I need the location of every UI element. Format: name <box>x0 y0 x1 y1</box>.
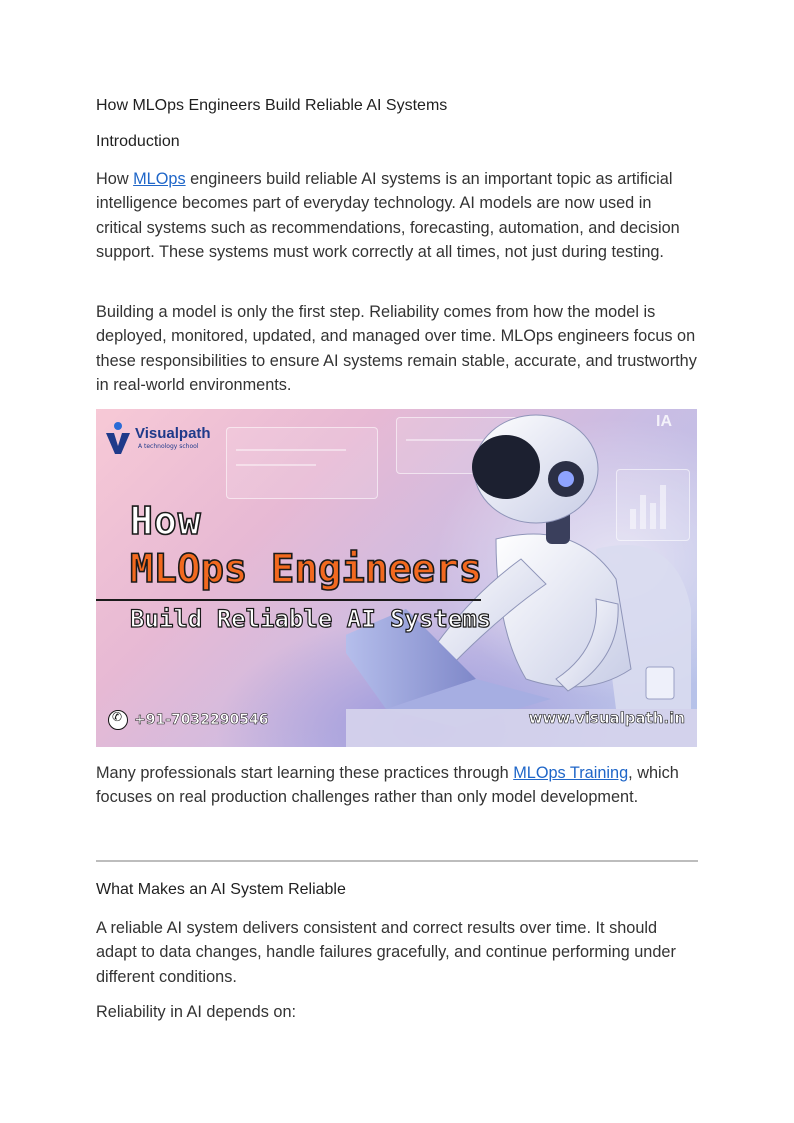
intro-paragraph-2: Building a model is only the first step. Reliability comes from how the model is deployed, monitored, updated, and managed over time. MLOps engineers focus on these responsibilities to ensure AI systems remain stable, accurate, and trustworthy in real-world environments. <box>96 303 697 394</box>
logo-name: Visualpath <box>135 425 211 442</box>
intro-p1-rest: engineers build reliable AI systems is an important topic as artificial intelligence becomes part of everyday technology. AI models are now used in critical systems such as recommendations, forecasting, automation, and decision support. These systems must work correctly at all times, not just during testing. <box>96 170 680 261</box>
banner-line-mlops-engineers: MLOps Engineers <box>130 547 483 592</box>
training-p-rest: , which focuses on real production challenges rather than only model development. <box>96 764 679 807</box>
reliable-paragraph-1: A reliable AI system delivers consistent and correct results over time. It should adapt to data changes, handle failures gracefully, and continue performing under different conditions. <box>96 919 676 986</box>
intro-heading: Introduction <box>96 133 180 150</box>
section-divider <box>96 860 698 862</box>
hud-line <box>236 449 346 451</box>
visualpath-logo <box>105 419 245 459</box>
reliable-heading: What Makes an AI System Reliable <box>96 881 346 898</box>
mlops-link[interactable]: MLOps <box>133 170 186 188</box>
hud-line <box>236 464 316 466</box>
intro-paragraph-1 <box>96 167 698 264</box>
training-p-start: Many professionals start learning these practices through <box>96 764 514 782</box>
training-paragraph <box>96 761 698 810</box>
hud-label: IA <box>656 413 672 430</box>
banner-line-how: How <box>130 499 202 543</box>
visualpath-logo-icon <box>105 421 131 455</box>
phone-number: +91-7032290546 <box>134 712 269 728</box>
logo-tagline: A technology school <box>138 443 199 450</box>
banner-divider <box>96 599 481 601</box>
document-title: How MLOps Engineers Build Reliable AI Systems <box>96 97 448 114</box>
hero-banner-image <box>96 409 697 747</box>
reliable-paragraph-2: Reliability in AI depends on: <box>96 1003 297 1021</box>
mlops-training-link[interactable]: MLOps Training <box>513 764 629 782</box>
banner-website: www.visualpath.in <box>528 709 685 727</box>
phone-icon <box>108 710 128 730</box>
banner-line-build-reliable: Build Reliable AI Systems <box>130 605 492 633</box>
banner-phone <box>108 709 268 731</box>
intro-p1-start: How <box>96 170 134 188</box>
